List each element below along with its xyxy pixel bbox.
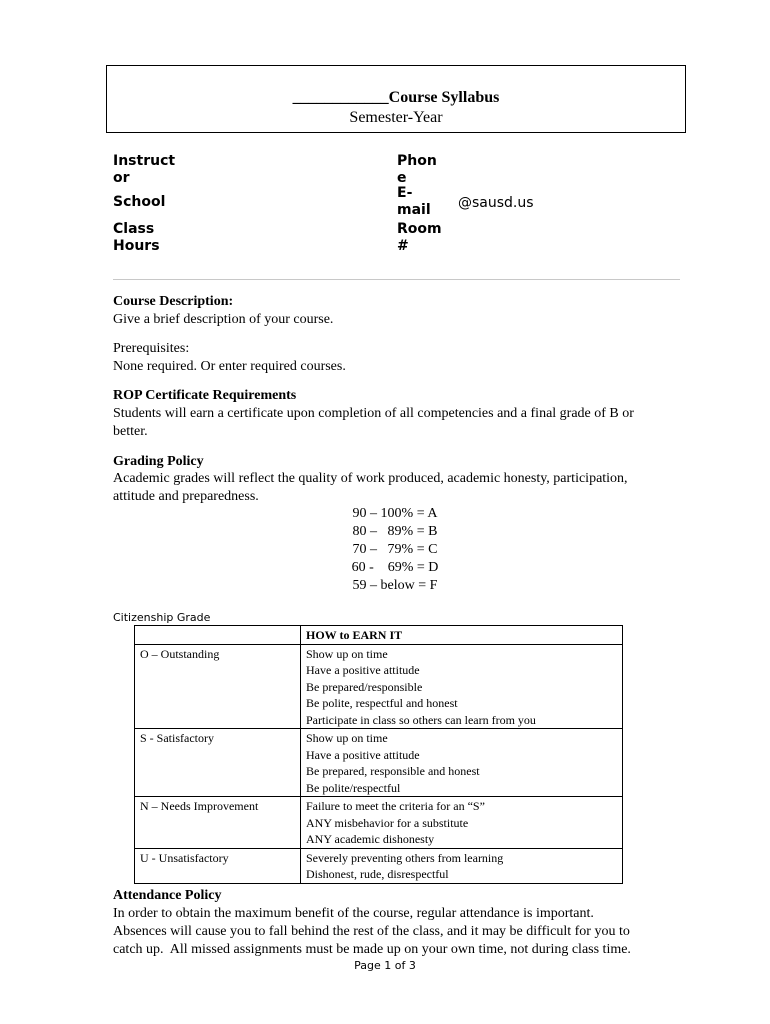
grading-text-line2: attitude and preparedness. <box>113 489 259 504</box>
page-subtitle: Semester-Year <box>349 109 443 126</box>
table-cell <box>135 626 301 645</box>
grading-text-line1: Academic grades will reflect the quality of work produced, academic honesty, participation, <box>113 471 628 486</box>
grading-scale <box>300 505 490 595</box>
criteria-cell: Failure to meet the criteria for an “S” ANY misbehavior for a substitute ANY academic dishonesty <box>301 797 623 849</box>
room-label: Room # <box>397 221 442 254</box>
instructor-label: Instruct or <box>113 153 176 186</box>
grade-scale-f: 59 – below = F <box>352 578 438 593</box>
divider <box>113 279 680 280</box>
grade-unsatisfactory: U - Unsatisfactory <box>135 848 301 883</box>
prerequisites-heading: Prerequisites: <box>113 341 190 356</box>
class-hours-label: Class Hours <box>113 221 160 254</box>
attendance-text-line1: In order to obtain the maximum benefit of the course, regular attendance is important. <box>113 906 594 921</box>
criteria-cell: Severely preventing others from learning Dishonest, rude, disrespectful <box>301 848 623 883</box>
school-label: School <box>113 194 166 210</box>
prerequisites-text: None required. Or enter required courses. <box>113 359 346 374</box>
table-header-row <box>135 626 623 645</box>
page-title: ____________Course Syllabus <box>292 89 500 106</box>
email-label: E- mail <box>397 185 431 218</box>
table-row <box>135 848 623 883</box>
citizenship-label: Citizenship Grade <box>113 611 211 624</box>
criteria-cell: Show up on time Have a positive attitude Be prepared, responsible and honest Be polite/respectful <box>301 729 623 797</box>
attendance-text-line3: catch up. All missed assignments must be made up on your own time, not during class time. <box>113 942 631 957</box>
grade-needs-improvement: N – Needs Improvement <box>135 797 301 849</box>
rop-heading: ROP Certificate Requirements <box>113 388 297 403</box>
grade-outstanding: O – Outstanding <box>135 644 301 729</box>
attendance-text-line2: Absences will cause you to fall behind the rest of the class, and it may be difficult for you to <box>113 924 630 939</box>
course-description-text: Give a brief description of your course. <box>113 312 334 327</box>
title-box <box>106 65 686 133</box>
grade-scale-c: 70 – 79% = C <box>352 542 438 557</box>
table-row <box>135 729 623 797</box>
grading-heading: Grading Policy <box>113 454 204 469</box>
table-header-how: HOW to EARN IT <box>301 626 623 645</box>
criteria-cell: Show up on time Have a positive attitude Be prepared/responsible Be polite, respectful and honest Participate in class so others can learn from you <box>301 644 623 729</box>
phone-label: Phon e <box>397 153 437 186</box>
rop-text-line2: better. <box>113 424 148 439</box>
grade-scale-d: 60 - 69% = D <box>351 560 439 575</box>
grade-scale-a: 90 – 100% = A <box>352 506 438 521</box>
page-number: Page 1 of 3 <box>354 959 416 972</box>
rop-text-line1: Students will earn a certificate upon completion of all competencies and a final grade of B or <box>113 406 634 421</box>
course-description-heading: Course Description: <box>113 294 234 309</box>
attendance-heading: Attendance Policy <box>113 888 222 903</box>
email-value: @sausd.us <box>458 195 534 211</box>
table-row <box>135 644 623 729</box>
grade-scale-b: 80 – 89% = B <box>352 524 438 539</box>
grade-satisfactory: S - Satisfactory <box>135 729 301 797</box>
citizenship-table <box>134 625 623 884</box>
table-row <box>135 797 623 849</box>
